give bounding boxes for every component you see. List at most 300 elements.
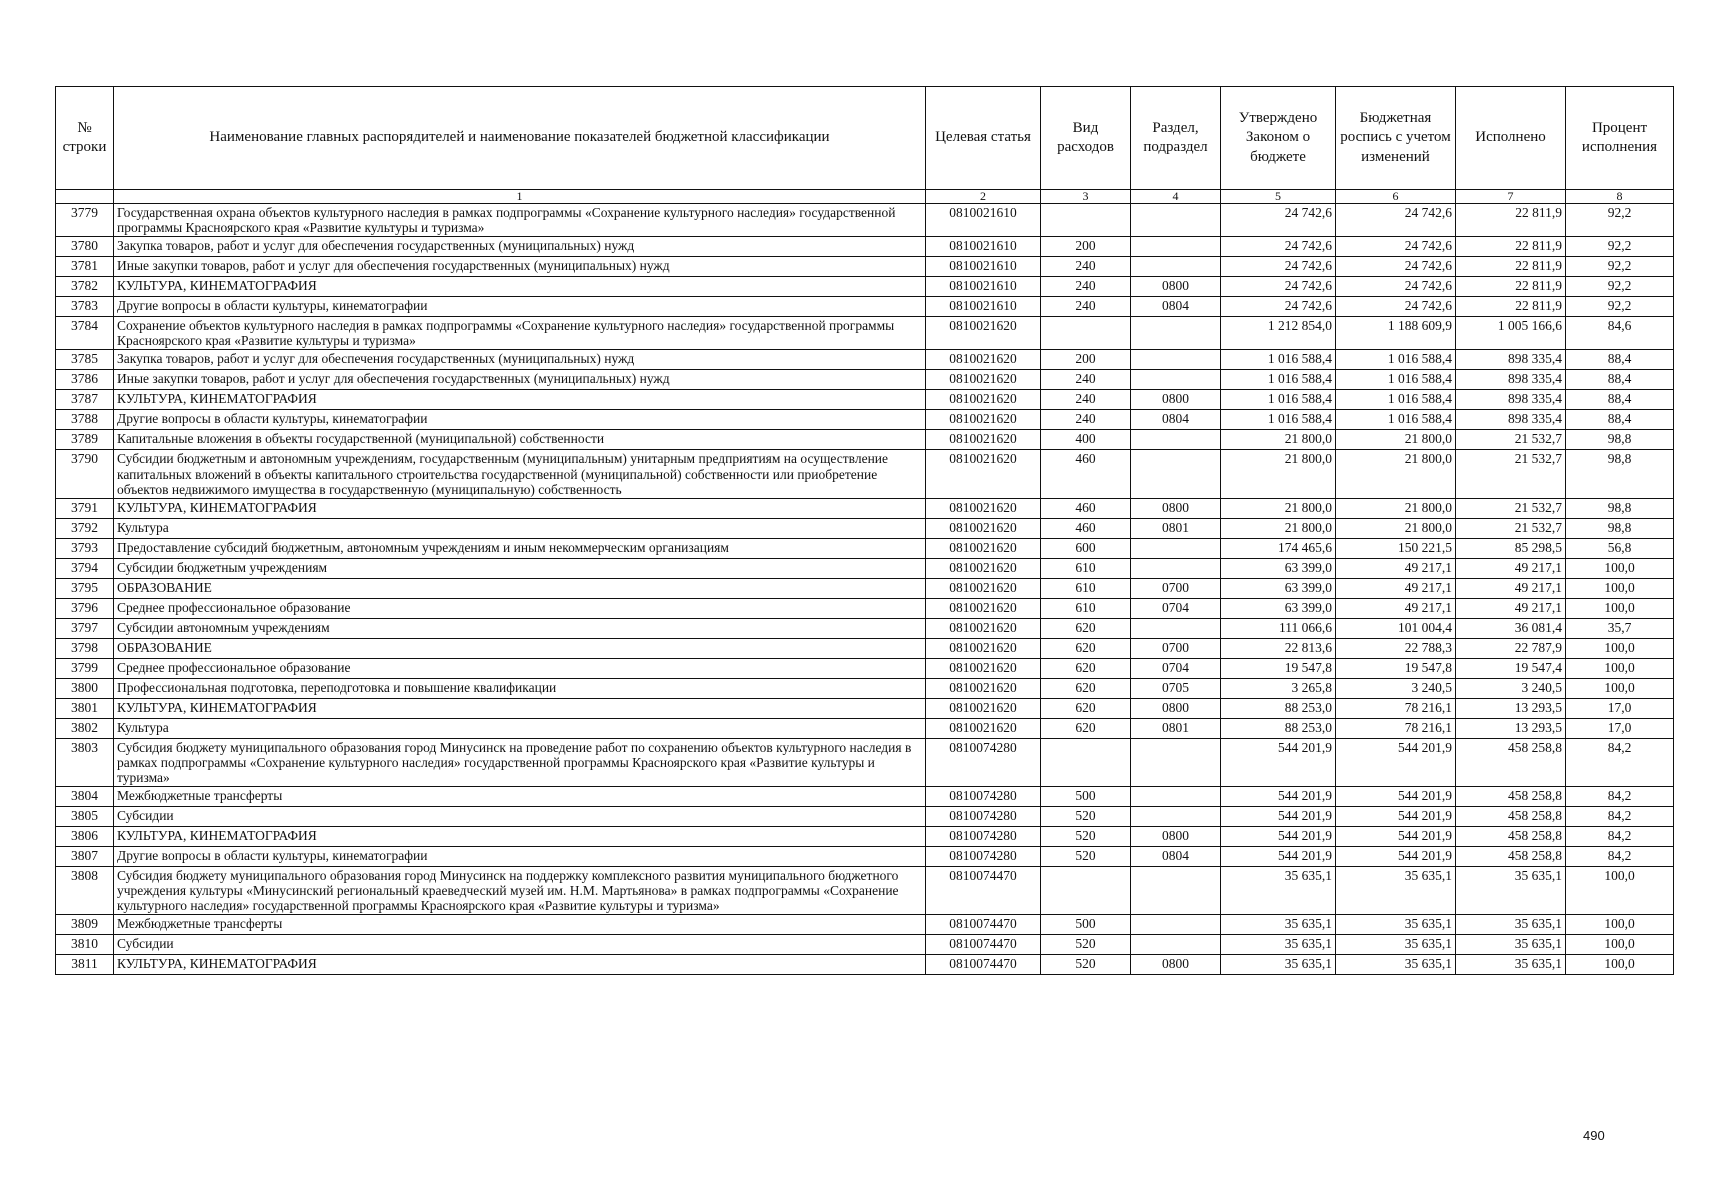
row-number: 3789 — [56, 430, 114, 450]
row-section — [1131, 738, 1221, 786]
header-budget-list: Бюджетная роспись с учетом изменений — [1336, 87, 1456, 190]
row-section — [1131, 807, 1221, 827]
row-section — [1131, 787, 1221, 807]
table-row — [56, 718, 1674, 738]
row-section: 0801 — [1131, 518, 1221, 538]
row-number: 3810 — [56, 935, 114, 955]
row-approved: 1 016 588,4 — [1221, 370, 1336, 390]
row-executed: 22 811,9 — [1456, 277, 1566, 297]
row-name: Профессиональная подготовка, переподготовка и повышение квалификации — [114, 678, 926, 698]
row-executed: 22 811,9 — [1456, 257, 1566, 277]
row-expense-type: 520 — [1041, 955, 1131, 975]
row-name: Межбюджетные трансферты — [114, 787, 926, 807]
row-section: 0804 — [1131, 297, 1221, 317]
row-approved: 24 742,6 — [1221, 297, 1336, 317]
row-section — [1131, 237, 1221, 257]
row-executed: 458 258,8 — [1456, 847, 1566, 867]
row-executed: 458 258,8 — [1456, 738, 1566, 786]
row-name: Другие вопросы в области культуры, кинематографии — [114, 297, 926, 317]
table-body — [56, 204, 1674, 975]
row-expense-type — [1041, 867, 1131, 915]
row-number: 3791 — [56, 498, 114, 518]
row-number: 3803 — [56, 738, 114, 786]
row-approved: 21 800,0 — [1221, 450, 1336, 498]
row-section: 0700 — [1131, 638, 1221, 658]
row-percent: 84,6 — [1566, 317, 1674, 350]
row-expense-type: 620 — [1041, 698, 1131, 718]
row-expense-type: 500 — [1041, 787, 1131, 807]
table-row — [56, 847, 1674, 867]
row-section: 0804 — [1131, 847, 1221, 867]
row-number: 3808 — [56, 867, 114, 915]
row-name: ОБРАЗОВАНИЕ — [114, 578, 926, 598]
row-budget-list: 21 800,0 — [1336, 498, 1456, 518]
row-percent: 84,2 — [1566, 807, 1674, 827]
row-approved: 63 399,0 — [1221, 558, 1336, 578]
row-percent: 92,2 — [1566, 204, 1674, 237]
row-expense-type: 200 — [1041, 237, 1131, 257]
row-number: 3809 — [56, 915, 114, 935]
row-approved: 544 201,9 — [1221, 787, 1336, 807]
row-percent: 88,4 — [1566, 410, 1674, 430]
table-row — [56, 787, 1674, 807]
row-number: 3796 — [56, 598, 114, 618]
row-name: Иные закупки товаров, работ и услуг для обеспечения государственных (муниципальных) нужд — [114, 257, 926, 277]
row-budget-list: 35 635,1 — [1336, 915, 1456, 935]
row-budget-list: 24 742,6 — [1336, 257, 1456, 277]
column-number: 5 — [1221, 190, 1336, 204]
row-budget-list: 544 201,9 — [1336, 787, 1456, 807]
row-executed: 898 335,4 — [1456, 390, 1566, 410]
row-number: 3792 — [56, 518, 114, 538]
row-number: 3798 — [56, 638, 114, 658]
table-row — [56, 578, 1674, 598]
table-row — [56, 237, 1674, 257]
row-number: 3781 — [56, 257, 114, 277]
row-percent: 17,0 — [1566, 718, 1674, 738]
column-number: 2 — [926, 190, 1041, 204]
row-budget-list: 35 635,1 — [1336, 935, 1456, 955]
row-executed: 898 335,4 — [1456, 350, 1566, 370]
row-name: Государственная охрана объектов культурного наследия в рамках подпрограммы «Сохранение культурного наследия» государственной программы Красноярского края «Развитие культуры и туризма» — [114, 204, 926, 237]
table-row — [56, 430, 1674, 450]
column-number: 7 — [1456, 190, 1566, 204]
row-section: 0800 — [1131, 827, 1221, 847]
row-budget-list: 78 216,1 — [1336, 698, 1456, 718]
row-percent: 35,7 — [1566, 618, 1674, 638]
row-approved: 22 813,6 — [1221, 638, 1336, 658]
row-budget-list: 544 201,9 — [1336, 807, 1456, 827]
row-number: 3797 — [56, 618, 114, 638]
table-row — [56, 538, 1674, 558]
row-executed: 35 635,1 — [1456, 955, 1566, 975]
row-target-article: 0810021620 — [926, 538, 1041, 558]
row-budget-list: 24 742,6 — [1336, 237, 1456, 257]
row-section — [1131, 538, 1221, 558]
table-row — [56, 450, 1674, 498]
table-row — [56, 827, 1674, 847]
row-name: Предоставление субсидий бюджетным, автономным учреждениям и иным некоммерческим организациям — [114, 538, 926, 558]
row-percent: 98,8 — [1566, 518, 1674, 538]
row-expense-type: 620 — [1041, 658, 1131, 678]
row-section — [1131, 204, 1221, 237]
row-executed: 19 547,4 — [1456, 658, 1566, 678]
row-name: КУЛЬТУРА, КИНЕМАТОГРАФИЯ — [114, 827, 926, 847]
row-executed: 21 532,7 — [1456, 498, 1566, 518]
row-section: 0704 — [1131, 598, 1221, 618]
row-section: 0704 — [1131, 658, 1221, 678]
row-budget-list: 49 217,1 — [1336, 598, 1456, 618]
row-name: Среднее профессиональное образование — [114, 658, 926, 678]
row-target-article: 0810021620 — [926, 618, 1041, 638]
row-budget-list: 101 004,4 — [1336, 618, 1456, 638]
row-name: Сохранение объектов культурного наследия в рамках подпрограммы «Сохранение культурного наследия» государственной программы Красноярского края «Развитие культуры и туризма» — [114, 317, 926, 350]
row-name: Субсидия бюджету муниципального образования город Минусинск на поддержку комплексного развития муниципального бюджетного учреждения культуры «Минусинский региональный краеведческий музей им. Н.М. Мартьянова» в рамках подпрограммы «Сохранение культурного наследия» государственной программы Красноярского края «Развитие культуры и туризма» — [114, 867, 926, 915]
row-number: 3786 — [56, 370, 114, 390]
row-budget-list: 21 800,0 — [1336, 450, 1456, 498]
row-expense-type: 240 — [1041, 370, 1131, 390]
row-target-article: 0810021620 — [926, 430, 1041, 450]
table-row — [56, 935, 1674, 955]
row-expense-type: 620 — [1041, 618, 1131, 638]
row-number: 3811 — [56, 955, 114, 975]
row-name: Культура — [114, 518, 926, 538]
row-name: Культура — [114, 718, 926, 738]
row-budget-list: 1 188 609,9 — [1336, 317, 1456, 350]
row-budget-list: 49 217,1 — [1336, 558, 1456, 578]
row-section — [1131, 935, 1221, 955]
row-expense-type: 600 — [1041, 538, 1131, 558]
row-approved: 1 016 588,4 — [1221, 410, 1336, 430]
row-budget-list: 150 221,5 — [1336, 538, 1456, 558]
row-percent: 92,2 — [1566, 257, 1674, 277]
row-approved: 544 201,9 — [1221, 827, 1336, 847]
row-expense-type — [1041, 317, 1131, 350]
table-row — [56, 257, 1674, 277]
row-executed: 13 293,5 — [1456, 698, 1566, 718]
row-target-article: 0810074280 — [926, 807, 1041, 827]
row-name: КУЛЬТУРА, КИНЕМАТОГРАФИЯ — [114, 498, 926, 518]
row-name: Закупка товаров, работ и услуг для обеспечения государственных (муниципальных) нужд — [114, 350, 926, 370]
row-approved: 24 742,6 — [1221, 257, 1336, 277]
row-number: 3779 — [56, 204, 114, 237]
row-name: Другие вопросы в области культуры, кинематографии — [114, 847, 926, 867]
row-percent: 100,0 — [1566, 678, 1674, 698]
row-executed: 898 335,4 — [1456, 410, 1566, 430]
row-executed: 13 293,5 — [1456, 718, 1566, 738]
row-name: КУЛЬТУРА, КИНЕМАТОГРАФИЯ — [114, 277, 926, 297]
column-number: 3 — [1041, 190, 1131, 204]
row-expense-type: 460 — [1041, 498, 1131, 518]
row-approved: 544 201,9 — [1221, 807, 1336, 827]
row-number: 3805 — [56, 807, 114, 827]
row-percent: 100,0 — [1566, 558, 1674, 578]
row-target-article: 0810021620 — [926, 410, 1041, 430]
row-target-article: 0810021620 — [926, 638, 1041, 658]
row-percent: 88,4 — [1566, 370, 1674, 390]
row-number: 3780 — [56, 237, 114, 257]
row-number: 3800 — [56, 678, 114, 698]
row-expense-type: 620 — [1041, 638, 1131, 658]
row-budget-list: 35 635,1 — [1336, 955, 1456, 975]
row-executed: 898 335,4 — [1456, 370, 1566, 390]
row-expense-type: 460 — [1041, 450, 1131, 498]
table-row — [56, 317, 1674, 350]
table-row — [56, 915, 1674, 935]
header-row-number: № строки — [56, 87, 114, 190]
row-expense-type — [1041, 738, 1131, 786]
header-target-article: Целевая статья — [926, 87, 1041, 190]
header-name: Наименование главных распорядителей и наименование показателей бюджетной классификации — [114, 87, 926, 190]
row-name: Капитальные вложения в объекты государственной (муниципальной) собственности — [114, 430, 926, 450]
column-number: 4 — [1131, 190, 1221, 204]
row-percent: 56,8 — [1566, 538, 1674, 558]
row-budget-list: 49 217,1 — [1336, 578, 1456, 598]
table-row — [56, 370, 1674, 390]
column-number: 8 — [1566, 190, 1674, 204]
budget-document — [55, 86, 1673, 975]
row-section — [1131, 430, 1221, 450]
table-row — [56, 807, 1674, 827]
header-expense-type: Вид расходов — [1041, 87, 1131, 190]
row-section: 0801 — [1131, 718, 1221, 738]
row-name: КУЛЬТУРА, КИНЕМАТОГРАФИЯ — [114, 955, 926, 975]
row-number: 3794 — [56, 558, 114, 578]
row-section: 0700 — [1131, 578, 1221, 598]
row-budget-list: 22 788,3 — [1336, 638, 1456, 658]
row-executed: 1 005 166,6 — [1456, 317, 1566, 350]
row-section — [1131, 350, 1221, 370]
row-target-article: 0810021610 — [926, 204, 1041, 237]
row-expense-type: 620 — [1041, 678, 1131, 698]
row-executed: 458 258,8 — [1456, 787, 1566, 807]
row-approved: 24 742,6 — [1221, 277, 1336, 297]
row-target-article: 0810021620 — [926, 370, 1041, 390]
row-percent: 88,4 — [1566, 350, 1674, 370]
row-percent: 98,8 — [1566, 498, 1674, 518]
row-number: 3795 — [56, 578, 114, 598]
row-section — [1131, 450, 1221, 498]
row-name: Субсидия бюджету муниципального образования город Минусинск на проведение работ по сохранению объектов культурного наследия в рамках подпрограммы «Сохранение культурного наследия» государственной программы Красноярского края «Развитие культуры и туризма» — [114, 738, 926, 786]
row-executed: 49 217,1 — [1456, 598, 1566, 618]
row-percent: 84,2 — [1566, 847, 1674, 867]
row-approved: 63 399,0 — [1221, 598, 1336, 618]
row-target-article: 0810021620 — [926, 658, 1041, 678]
row-target-article: 0810021610 — [926, 277, 1041, 297]
row-percent: 92,2 — [1566, 277, 1674, 297]
row-expense-type: 520 — [1041, 807, 1131, 827]
row-budget-list: 544 201,9 — [1336, 827, 1456, 847]
row-number: 3782 — [56, 277, 114, 297]
row-executed: 22 811,9 — [1456, 204, 1566, 237]
row-section — [1131, 257, 1221, 277]
row-target-article: 0810021620 — [926, 518, 1041, 538]
row-approved: 3 265,8 — [1221, 678, 1336, 698]
row-percent: 100,0 — [1566, 935, 1674, 955]
row-name: Закупка товаров, работ и услуг для обеспечения государственных (муниципальных) нужд — [114, 237, 926, 257]
row-section: 0800 — [1131, 277, 1221, 297]
row-expense-type: 240 — [1041, 410, 1131, 430]
row-target-article: 0810021620 — [926, 558, 1041, 578]
row-approved: 35 635,1 — [1221, 955, 1336, 975]
budget-table — [55, 86, 1674, 975]
row-executed: 35 635,1 — [1456, 867, 1566, 915]
row-budget-list: 1 016 588,4 — [1336, 390, 1456, 410]
row-target-article: 0810074470 — [926, 867, 1041, 915]
row-target-article: 0810021610 — [926, 257, 1041, 277]
table-header-row — [56, 87, 1674, 190]
row-budget-list: 19 547,8 — [1336, 658, 1456, 678]
row-expense-type: 240 — [1041, 390, 1131, 410]
table-row — [56, 297, 1674, 317]
row-number: 3785 — [56, 350, 114, 370]
row-percent: 17,0 — [1566, 698, 1674, 718]
row-budget-list: 24 742,6 — [1336, 277, 1456, 297]
row-number: 3801 — [56, 698, 114, 718]
row-number: 3806 — [56, 827, 114, 847]
row-executed: 49 217,1 — [1456, 558, 1566, 578]
row-approved: 544 201,9 — [1221, 847, 1336, 867]
table-row — [56, 390, 1674, 410]
row-budget-list: 1 016 588,4 — [1336, 410, 1456, 430]
row-name: КУЛЬТУРА, КИНЕМАТОГРАФИЯ — [114, 698, 926, 718]
row-target-article: 0810021620 — [926, 718, 1041, 738]
row-percent: 98,8 — [1566, 430, 1674, 450]
row-percent: 92,2 — [1566, 237, 1674, 257]
row-budget-list: 544 201,9 — [1336, 847, 1456, 867]
row-executed: 3 240,5 — [1456, 678, 1566, 698]
row-budget-list: 3 240,5 — [1336, 678, 1456, 698]
column-number: 6 — [1336, 190, 1456, 204]
row-percent: 84,2 — [1566, 738, 1674, 786]
header-section: Раздел, подраздел — [1131, 87, 1221, 190]
row-percent: 100,0 — [1566, 955, 1674, 975]
table-row — [56, 698, 1674, 718]
row-executed: 21 532,7 — [1456, 518, 1566, 538]
row-section: 0705 — [1131, 678, 1221, 698]
row-target-article: 0810074470 — [926, 955, 1041, 975]
table-row — [56, 350, 1674, 370]
row-approved: 111 066,6 — [1221, 618, 1336, 638]
row-percent: 88,4 — [1566, 390, 1674, 410]
row-approved: 19 547,8 — [1221, 658, 1336, 678]
row-target-article: 0810074470 — [926, 935, 1041, 955]
row-target-article: 0810021620 — [926, 350, 1041, 370]
row-name: ОБРАЗОВАНИЕ — [114, 638, 926, 658]
row-budget-list: 544 201,9 — [1336, 738, 1456, 786]
page-number: 490 — [1583, 1128, 1605, 1143]
row-number: 3787 — [56, 390, 114, 410]
table-row — [56, 277, 1674, 297]
row-budget-list: 24 742,6 — [1336, 204, 1456, 237]
header-approved: Утверждено Законом о бюджете — [1221, 87, 1336, 190]
row-percent: 100,0 — [1566, 638, 1674, 658]
row-expense-type: 240 — [1041, 277, 1131, 297]
row-name: Другие вопросы в области культуры, кинематографии — [114, 410, 926, 430]
row-number: 3790 — [56, 450, 114, 498]
row-section: 0800 — [1131, 955, 1221, 975]
row-approved: 88 253,0 — [1221, 718, 1336, 738]
row-approved: 1 016 588,4 — [1221, 390, 1336, 410]
row-budget-list: 21 800,0 — [1336, 518, 1456, 538]
row-target-article: 0810074280 — [926, 827, 1041, 847]
row-executed: 21 532,7 — [1456, 430, 1566, 450]
row-approved: 35 635,1 — [1221, 915, 1336, 935]
row-target-article: 0810074280 — [926, 787, 1041, 807]
row-budget-list: 35 635,1 — [1336, 867, 1456, 915]
row-approved: 21 800,0 — [1221, 430, 1336, 450]
row-target-article: 0810074280 — [926, 847, 1041, 867]
row-section — [1131, 618, 1221, 638]
table-row — [56, 598, 1674, 618]
row-percent: 100,0 — [1566, 598, 1674, 618]
row-approved: 24 742,6 — [1221, 204, 1336, 237]
row-approved: 1 212 854,0 — [1221, 317, 1336, 350]
row-expense-type: 240 — [1041, 257, 1131, 277]
row-target-article: 0810021610 — [926, 297, 1041, 317]
row-expense-type: 460 — [1041, 518, 1131, 538]
row-target-article: 0810074280 — [926, 738, 1041, 786]
row-expense-type: 520 — [1041, 827, 1131, 847]
row-target-article: 0810074470 — [926, 915, 1041, 935]
row-expense-type: 400 — [1041, 430, 1131, 450]
row-number: 3784 — [56, 317, 114, 350]
table-row — [56, 518, 1674, 538]
row-expense-type: 200 — [1041, 350, 1131, 370]
table-row — [56, 738, 1674, 786]
table-row — [56, 867, 1674, 915]
row-executed: 35 635,1 — [1456, 935, 1566, 955]
row-target-article: 0810021620 — [926, 450, 1041, 498]
row-approved: 24 742,6 — [1221, 237, 1336, 257]
row-target-article: 0810021620 — [926, 317, 1041, 350]
row-section — [1131, 317, 1221, 350]
row-name: Межбюджетные трансферты — [114, 915, 926, 935]
row-name: Субсидии — [114, 807, 926, 827]
row-percent: 100,0 — [1566, 658, 1674, 678]
row-target-article: 0810021620 — [926, 498, 1041, 518]
row-approved: 544 201,9 — [1221, 738, 1336, 786]
row-expense-type: 610 — [1041, 598, 1131, 618]
row-number: 3802 — [56, 718, 114, 738]
header-executed: Исполнено — [1456, 87, 1566, 190]
row-section: 0800 — [1131, 498, 1221, 518]
row-expense-type: 610 — [1041, 558, 1131, 578]
table-row — [56, 955, 1674, 975]
row-approved: 174 465,6 — [1221, 538, 1336, 558]
row-section — [1131, 370, 1221, 390]
table-row — [56, 678, 1674, 698]
row-number: 3799 — [56, 658, 114, 678]
column-number: 1 — [114, 190, 926, 204]
row-approved: 35 635,1 — [1221, 867, 1336, 915]
row-percent: 100,0 — [1566, 915, 1674, 935]
column-number-row — [56, 190, 1674, 204]
table-row — [56, 618, 1674, 638]
row-approved: 21 800,0 — [1221, 498, 1336, 518]
row-budget-list: 78 216,1 — [1336, 718, 1456, 738]
row-section: 0800 — [1131, 698, 1221, 718]
table-row — [56, 204, 1674, 237]
row-percent: 92,2 — [1566, 297, 1674, 317]
row-target-article: 0810021620 — [926, 598, 1041, 618]
row-expense-type: 240 — [1041, 297, 1131, 317]
table-row — [56, 638, 1674, 658]
row-number: 3793 — [56, 538, 114, 558]
row-percent: 100,0 — [1566, 578, 1674, 598]
row-target-article: 0810021620 — [926, 390, 1041, 410]
row-executed: 21 532,7 — [1456, 450, 1566, 498]
